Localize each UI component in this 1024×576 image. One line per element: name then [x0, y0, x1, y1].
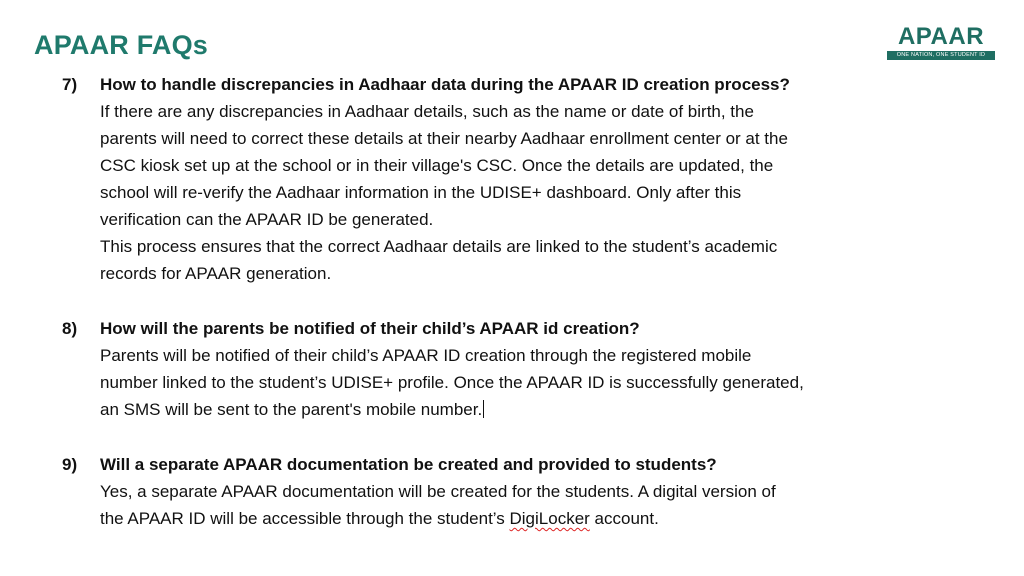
- logo-tagline: ONE NATION, ONE STUDENT ID: [887, 51, 995, 60]
- page-title: APAAR FAQs: [34, 30, 209, 60]
- faq-answer-text: an SMS will be sent to the parent's mobile number.: [100, 400, 483, 419]
- faq-answer-line-with-cursor[interactable]: [100, 396, 980, 423]
- spellcheck-flagged-word[interactable]: DigiLocker: [509, 509, 590, 528]
- faq-number: 7): [62, 75, 78, 94]
- apaar-logo: [884, 24, 998, 60]
- text-cursor: [483, 400, 484, 418]
- logo-wordmark: APAAR: [897, 23, 985, 50]
- faq-answer-line: [100, 505, 980, 532]
- faq-answer-line: CSC kiosk set up at the school or in their village's CSC. Once the details are updated, the: [100, 156, 774, 175]
- faq-answer-text: the APAAR ID will be accessible through the student’s: [100, 509, 510, 528]
- faq-question: How will the parents be notified of their child’s APAAR id creation?: [100, 319, 640, 338]
- faq-answer-line: school will re-verify the Aadhaar information in the UDISE+ dashboard. Only after this: [100, 183, 742, 202]
- faq-answer-line: This process ensures that the correct Aadhaar details are linked to the student’s academic: [100, 237, 778, 256]
- faq-answer-line: number linked to the student’s UDISE+ profile. Once the APAAR ID is successfully generated,: [100, 373, 804, 392]
- faq-answer-line: Yes, a separate APAAR documentation will be created for the students. A digital version of: [100, 482, 776, 501]
- faq-answer-line: records for APAAR generation.: [100, 264, 332, 283]
- faq-number: 9): [62, 455, 78, 474]
- faq-answer-text: account.: [589, 509, 659, 528]
- faq-answer-line: If there are any discrepancies in Aadhaar details, such as the name or date of birth, the: [100, 102, 754, 121]
- faq-answer-line: Parents will be notified of their child’s APAAR ID creation through the registered mobile: [100, 346, 752, 365]
- faq-answer-line: verification can the APAAR ID be generated.: [100, 210, 434, 229]
- faq-question: How to handle discrepancies in Aadhaar data during the APAAR ID creation process?: [100, 75, 790, 94]
- faq-question: Will a separate APAAR documentation be created and provided to students?: [100, 455, 717, 474]
- faq-number: 8): [62, 319, 78, 338]
- faq-answer-line: parents will need to correct these details at their nearby Aadhaar enrollment center or at the: [100, 129, 788, 148]
